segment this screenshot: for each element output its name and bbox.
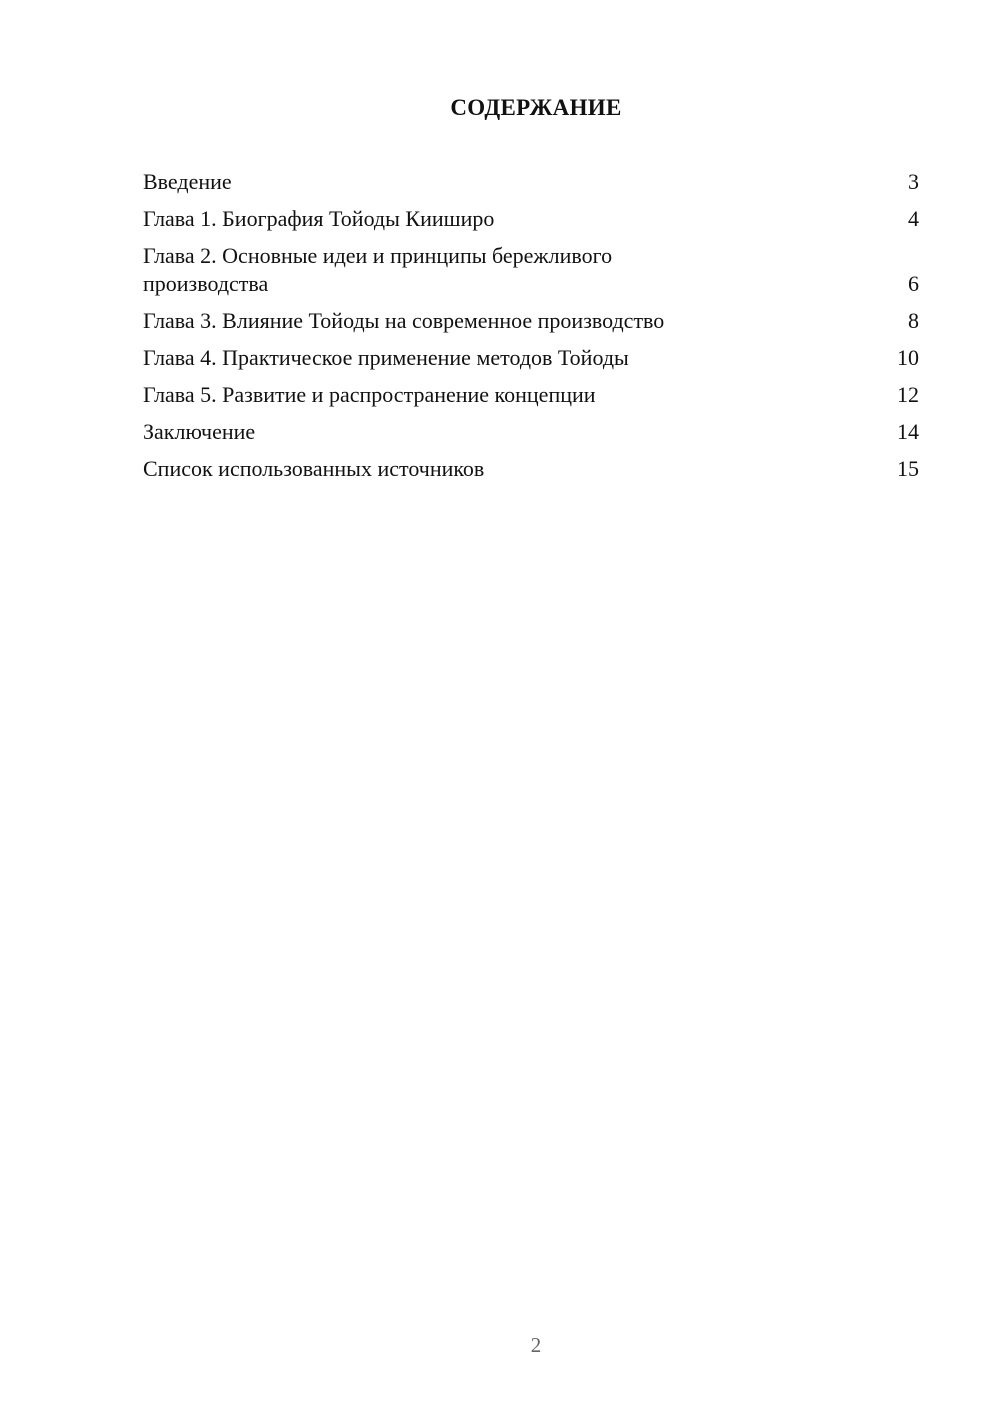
toc-entry-conclusion[interactable] <box>143 418 919 446</box>
toc-entry-label: Глава 5. Развитие и распространение концепции <box>143 382 596 407</box>
toc-entry-label: Введение <box>143 169 232 194</box>
toc-entry-label: Глава 3. Влияние Тойоды на современное производство <box>143 308 665 333</box>
toc-entry-chapter-5[interactable] <box>143 381 919 409</box>
toc-entry-page: 15 <box>897 456 919 481</box>
toc-entry-label: Глава 1. Биография Тойоды Кииширо <box>143 206 495 231</box>
toc-title: СОДЕРЖАНИЕ <box>450 95 622 120</box>
toc-entry-references[interactable] <box>143 455 919 483</box>
toc-entry-page: 4 <box>908 206 919 231</box>
toc-entry-label: Список использованных источников <box>143 456 485 481</box>
toc-entry-label: Глава 2. Основные идеи и принципы бережливого производства <box>143 243 613 296</box>
toc-entry-page: 12 <box>897 382 919 407</box>
toc-entry-chapter-1[interactable] <box>143 205 919 233</box>
toc-entry-label: Заключение <box>143 419 256 444</box>
toc-entry-introduction[interactable] <box>143 168 919 196</box>
toc-entry-label: Глава 4. Практическое применение методов Тойоды <box>143 345 629 370</box>
toc-entry-page: 10 <box>897 345 919 370</box>
toc-entry-page: 3 <box>908 169 919 194</box>
toc-entry-page: 14 <box>897 419 919 444</box>
toc-entry-chapter-2[interactable] <box>143 242 919 298</box>
toc-entry-chapter-3[interactable] <box>143 307 919 335</box>
table-of-contents <box>143 168 919 492</box>
toc-entry-chapter-4[interactable] <box>143 344 919 372</box>
page-number: 2 <box>530 1333 542 1357</box>
toc-entry-page: 6 <box>908 271 919 296</box>
toc-entry-page: 8 <box>908 308 919 333</box>
